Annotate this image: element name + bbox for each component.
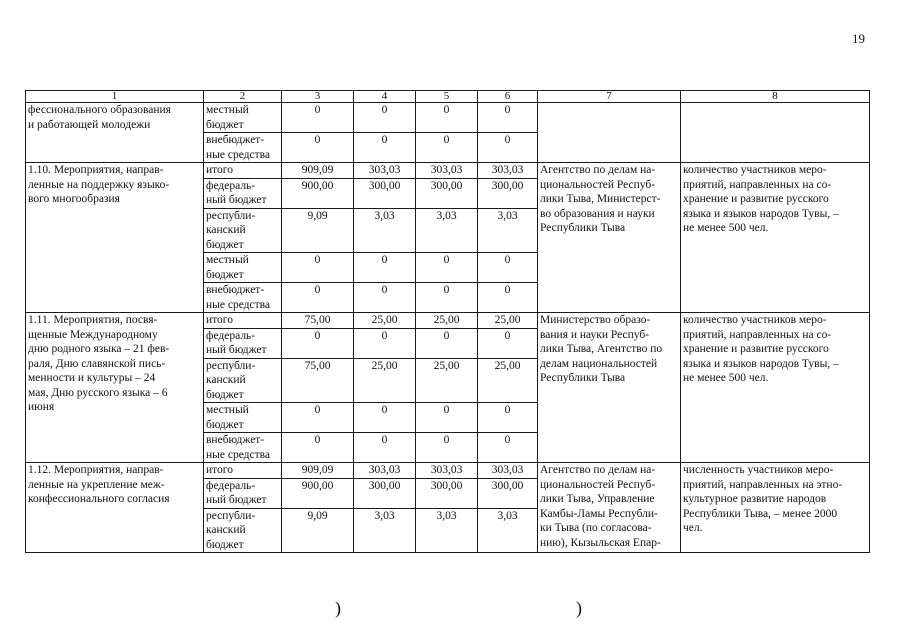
- funding-value-v6: 25,00: [478, 358, 538, 403]
- funding-source: федераль- ный бюджет: [204, 178, 282, 208]
- funding-value-v4: 303,03: [354, 463, 416, 479]
- funding-value-v6: 300,00: [478, 178, 538, 208]
- funding-value-v4: 300,00: [354, 478, 416, 508]
- funding-value-v4: 25,00: [354, 313, 416, 329]
- funding-value-v5: 0: [416, 103, 478, 133]
- funding-value-v6: 300,00: [478, 478, 538, 508]
- funding-value-v6: 3,03: [478, 508, 538, 553]
- funding-value-v3: 75,00: [282, 313, 354, 329]
- funding-value-v6: 0: [478, 328, 538, 358]
- funding-value-v3: 0: [282, 433, 354, 463]
- funding-value-v5: 303,03: [416, 163, 478, 179]
- funding-value-v3: 900,00: [282, 178, 354, 208]
- funding-value-v4: 0: [354, 103, 416, 133]
- funding-value-v6: 0: [478, 403, 538, 433]
- activity-continuation: фессионального образования и работающей молодежи: [26, 103, 204, 163]
- funding-source: местный бюджет: [204, 403, 282, 433]
- funding-source: республи- канский бюджет: [204, 358, 282, 403]
- header-col-1: 1: [26, 91, 204, 103]
- funding-value-v3: 909,09: [282, 163, 354, 179]
- funding-source: внебюджет- ные средства: [204, 433, 282, 463]
- funding-value-v3: 0: [282, 133, 354, 163]
- activity-description: 1.11. Мероприятия, посвя- щенные Международному дню родного языка – 21 фев- раля, Дню славянской пись- менности и культуры – 24 мая, Дню русского языка – 6 июня: [26, 313, 204, 463]
- footer-mark-left: ): [335, 598, 341, 618]
- header-col-3: 3: [282, 91, 354, 103]
- funding-source: итого: [204, 163, 282, 179]
- header-col-7: 7: [538, 91, 681, 103]
- funding-source: местный бюджет: [204, 103, 282, 133]
- funding-value-v3: 0: [282, 103, 354, 133]
- table-row: [26, 163, 870, 179]
- target-indicator: количество участников меро- приятий, направленных на со- хранение и развитие русского языка и языков народов Тувы, – не менее 500 чел.: [681, 313, 870, 463]
- funding-value-v5: 0: [416, 283, 478, 313]
- funding-value-v6: 0: [478, 253, 538, 283]
- funding-value-v6: 25,00: [478, 313, 538, 329]
- funding-value-v4: 0: [354, 253, 416, 283]
- funding-value-v5: 0: [416, 433, 478, 463]
- funding-value-v4: 25,00: [354, 358, 416, 403]
- activity-description: 1.12. Мероприятия, направ- ленные на укрепление меж- конфессионального согласия: [26, 463, 204, 553]
- funding-value-v3: 909,09: [282, 463, 354, 479]
- funding-value-v4: 0: [354, 328, 416, 358]
- funding-value-v3: 75,00: [282, 358, 354, 403]
- funding-value-v3: 0: [282, 253, 354, 283]
- funding-value-v5: 0: [416, 328, 478, 358]
- target-indicator: численность участников меро- приятий, направленных на этно- культурное развитие народов Республики Тыва, – менее 2000 чел.: [681, 463, 870, 553]
- table-row: [26, 313, 870, 329]
- agency-continuation: [538, 103, 681, 163]
- funding-value-v5: 300,00: [416, 478, 478, 508]
- funding-source: федераль- ный бюджет: [204, 328, 282, 358]
- target-indicator: количество участников меро- приятий, направленных на со- хранение и развитие русского языка и языков народов Тувы, – не менее 500 чел.: [681, 163, 870, 313]
- funding-value-v5: 0: [416, 403, 478, 433]
- funding-value-v4: 0: [354, 133, 416, 163]
- header-col-8: 8: [681, 91, 870, 103]
- activity-description: 1.10. Мероприятия, направ- ленные на поддержку языко- вого многообразия: [26, 163, 204, 313]
- footer-mark-right: ): [576, 598, 582, 618]
- funding-value-v5: 3,03: [416, 208, 478, 253]
- funding-source: федераль- ный бюджет: [204, 478, 282, 508]
- funding-value-v3: 0: [282, 403, 354, 433]
- funding-value-v5: 0: [416, 133, 478, 163]
- responsible-agency: Агентство по делам на- циональностей Респуб- лики Тыва, Министерст- во образования и науки Республики Тыва: [538, 163, 681, 313]
- funding-value-v5: 300,00: [416, 178, 478, 208]
- responsible-agency: Агентство по делам на- циональностей Респуб- лики Тыва, Управление Камбы-Ламы Республи- ки Тыва (по согласова- нию), Кызыльская Епар-: [538, 463, 681, 553]
- funding-value-v3: 900,00: [282, 478, 354, 508]
- funding-value-v4: 0: [354, 433, 416, 463]
- funding-value-v4: 3,03: [354, 208, 416, 253]
- funding-value-v6: 303,03: [478, 163, 538, 179]
- funding-source: республи- канский бюджет: [204, 208, 282, 253]
- funding-source: местный бюджет: [204, 253, 282, 283]
- header-col-2: 2: [204, 91, 282, 103]
- funding-value-v3: 9,09: [282, 508, 354, 553]
- indicator-continuation: [681, 103, 870, 163]
- funding-value-v4: 300,00: [354, 178, 416, 208]
- program-activities-table: [25, 90, 870, 553]
- table-header-row: [26, 91, 870, 103]
- funding-value-v3: 9,09: [282, 208, 354, 253]
- table-row: [26, 103, 870, 133]
- table-row: [26, 463, 870, 479]
- funding-value-v5: 25,00: [416, 358, 478, 403]
- funding-source: внебюджет- ные средства: [204, 133, 282, 163]
- funding-value-v6: 0: [478, 103, 538, 133]
- funding-value-v6: 0: [478, 433, 538, 463]
- funding-value-v5: 3,03: [416, 508, 478, 553]
- funding-source: итого: [204, 313, 282, 329]
- funding-value-v5: 25,00: [416, 313, 478, 329]
- funding-value-v4: 303,03: [354, 163, 416, 179]
- funding-value-v3: 0: [282, 328, 354, 358]
- funding-value-v4: 0: [354, 403, 416, 433]
- page-number: 19: [852, 31, 865, 46]
- header-col-4: 4: [354, 91, 416, 103]
- funding-value-v5: 303,03: [416, 463, 478, 479]
- funding-source: итого: [204, 463, 282, 479]
- funding-value-v6: 303,03: [478, 463, 538, 479]
- funding-source: республи- канский бюджет: [204, 508, 282, 553]
- funding-value-v3: 0: [282, 283, 354, 313]
- header-col-5: 5: [416, 91, 478, 103]
- funding-value-v5: 0: [416, 253, 478, 283]
- funding-value-v6: 3,03: [478, 208, 538, 253]
- responsible-agency: Министерство образо- вания и науки Респуб- лики Тыва, Агентство по делам национальностей Республики Тыва: [538, 313, 681, 463]
- header-col-6: 6: [478, 91, 538, 103]
- funding-value-v6: 0: [478, 283, 538, 313]
- funding-value-v4: 0: [354, 283, 416, 313]
- funding-value-v6: 0: [478, 133, 538, 163]
- funding-source: внебюджет- ные средства: [204, 283, 282, 313]
- funding-value-v4: 3,03: [354, 508, 416, 553]
